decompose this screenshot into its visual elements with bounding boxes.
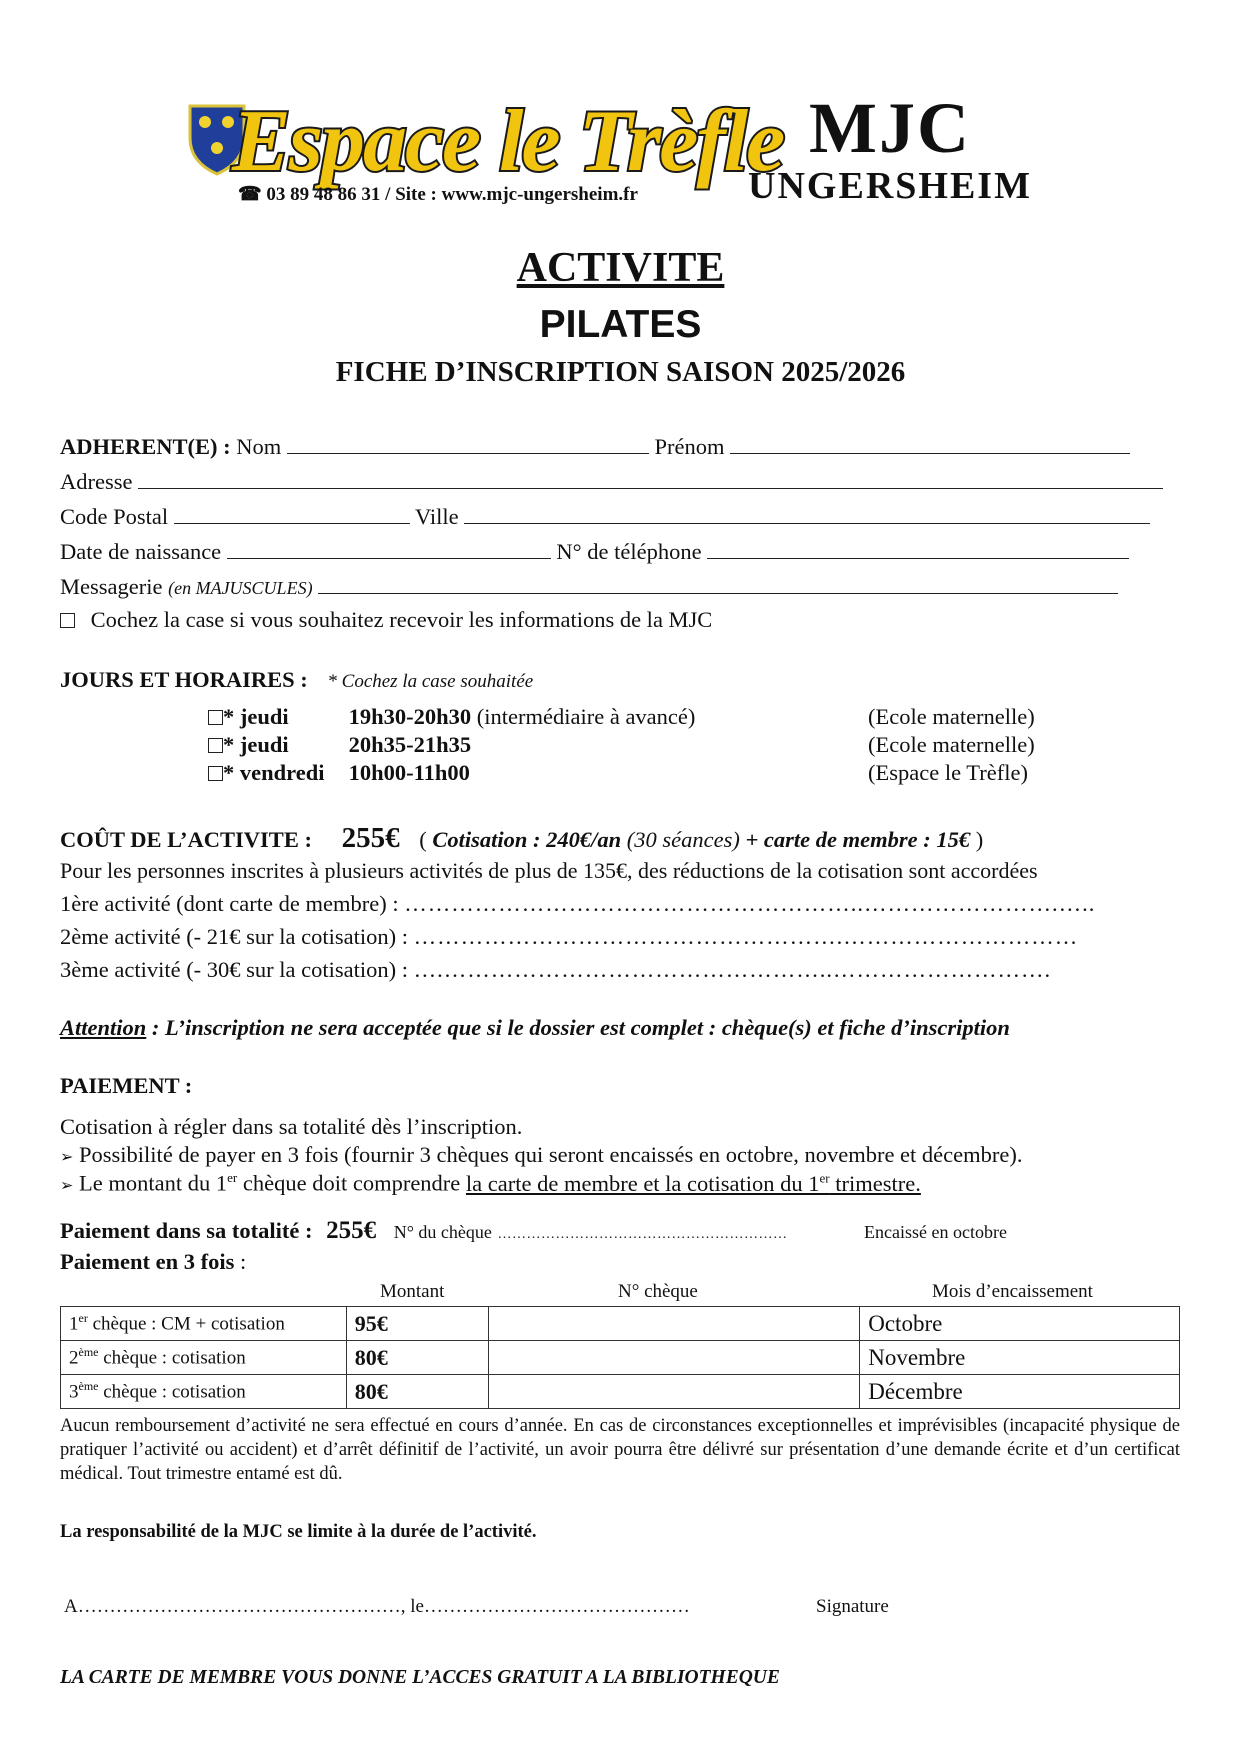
adherent-row-ville: [60, 502, 1150, 530]
cheque-amount: 80€: [346, 1341, 488, 1375]
bullet2-underline-1: la carte de membre et la cotisation du 1: [465, 1170, 820, 1196]
paiement-bullet-1: [60, 1142, 1022, 1168]
arrow-bullet-icon: ➢: [60, 1177, 74, 1195]
bullet2-sup: er: [227, 1170, 238, 1185]
schedule-day: * vendredi: [223, 760, 325, 785]
table-row: [61, 1375, 1180, 1409]
footer-notice: LA CARTE DE MEMBRE VOUS DONNE L’ACCES GRATUIT A LA BIBLIOTHEQUE: [60, 1667, 780, 1688]
col-header-cheque: N° chèque: [618, 1281, 698, 1302]
mjc-city: UNGERSHEIM: [748, 165, 1032, 207]
activity-2-row: [60, 924, 1078, 950]
title-activity-name: PILATES: [539, 303, 702, 346]
code-postal-label: Code Postal: [60, 504, 169, 529]
trois-fois-label: Paiement en 3 fois: [60, 1249, 235, 1274]
totalite-cheque-field[interactable]: ……………………………………………………: [497, 1227, 788, 1242]
cout-price: 255€: [341, 822, 400, 854]
bullet2-underline-sup: er: [819, 1170, 830, 1185]
mjc-logo: [730, 90, 1050, 220]
prenom-field[interactable]: [730, 432, 1130, 454]
signature-label: Signature: [816, 1596, 889, 1617]
telephone-label: N° de téléphone: [556, 539, 702, 564]
responsabilite-text: La responsabilité de la MJC se limite à la durée de l’activité.: [60, 1522, 537, 1542]
arrow-bullet-icon: ➢: [60, 1149, 74, 1166]
paiement-3-fois-row: [60, 1249, 246, 1275]
col-header-montant: Montant: [380, 1281, 445, 1302]
info-checkbox-label: Cochez la case si vous souhaitez recevoir les informations de la MJC: [90, 607, 713, 632]
messagerie-label: Messagerie: [60, 574, 163, 599]
schedule-time: 19h30-20h30: [348, 704, 472, 729]
cout-row: [60, 822, 983, 855]
cheque-label: 2ème chèque : cotisation: [61, 1341, 347, 1375]
paiement-heading: PAIEMENT :: [60, 1073, 193, 1098]
schedule-checkbox[interactable]: [208, 738, 223, 753]
cout-detail-open: (: [419, 827, 427, 852]
adherent-row-messagerie: [60, 572, 1118, 600]
col-header-mois: Mois d’encaissement: [932, 1281, 1093, 1302]
telephone-field[interactable]: [707, 537, 1129, 559]
adresse-field[interactable]: [138, 467, 1163, 489]
trois-fois-colon: :: [239, 1249, 247, 1274]
cheque-number-field[interactable]: [488, 1307, 860, 1341]
attention-text: : L’inscription ne sera acceptée que si le dossier est complet : chèque(s) et fiche d’inscription: [151, 1015, 1010, 1040]
table-row: [61, 1341, 1180, 1375]
espace-le-trefle-logo: [188, 70, 784, 210]
table-row: [61, 1307, 1180, 1341]
activity-3-row: [60, 957, 1051, 983]
schedule-place: (Ecole maternelle): [868, 732, 1035, 757]
schedule-place: (Ecole maternelle): [868, 704, 1035, 729]
totalite-cheque-label: N° du chèque: [393, 1222, 492, 1242]
adresse-label: Adresse: [60, 469, 133, 494]
activity-1-row: [60, 891, 1095, 917]
schedule-row: [208, 704, 695, 730]
messagerie-field[interactable]: [318, 572, 1118, 594]
svg-text:Espace le Trèfle: Espace le Trèfle: [232, 93, 784, 190]
cout-label: COÛT DE L’ACTIVITE :: [60, 827, 312, 852]
lieu-date-field[interactable]: A……………………………………………, le……………………………………: [64, 1596, 690, 1617]
cheque-month: Décembre: [860, 1375, 1180, 1409]
adherent-row-adresse: [60, 467, 1163, 495]
totalite-price: 255€: [326, 1217, 377, 1244]
bullet2-underline-2: trimestre.: [829, 1170, 921, 1196]
schedule-row: [208, 732, 471, 758]
messagerie-hint: (en MAJUSCULES): [168, 578, 313, 598]
ville-label: Ville: [414, 504, 459, 529]
cheque-label: 3ème chèque : cotisation: [61, 1375, 347, 1409]
cout-detail-carte: + carte de membre : 15€: [745, 827, 971, 852]
paiement-totalite-row: [60, 1217, 788, 1245]
schedule-time: 10h00-11h00: [348, 760, 470, 785]
cheque-number-field[interactable]: [488, 1341, 860, 1375]
schedule-row: [208, 760, 470, 786]
title-activite: ACTIVITE: [516, 245, 725, 291]
schedule-place: (Espace le Trèfle): [868, 760, 1028, 785]
cheque-amount: 80€: [346, 1375, 488, 1409]
schedule-note: (intermédiaire à avancé): [476, 704, 696, 729]
info-checkbox-row: [60, 607, 712, 633]
horaires-label: JOURS ET HORAIRES :: [60, 667, 308, 692]
cheque-label: 1er chèque : CM + cotisation: [61, 1307, 347, 1341]
cheque-amount: 95€: [346, 1307, 488, 1341]
totalite-label: Paiement dans sa totalité :: [60, 1218, 313, 1243]
schedule-time: 20h35-21h35: [348, 732, 472, 757]
activity-3-label: 3ème activité (- 30€ sur la cotisation) :: [60, 957, 409, 982]
code-postal-field[interactable]: [174, 502, 410, 524]
horaires-hint: * Cochez la case souhaitée: [327, 671, 534, 692]
activity-2-label: 2ème activité (- 21€ sur la cotisation) :: [60, 924, 409, 949]
date-naissance-label: Date de naissance: [60, 539, 222, 564]
nom-label: Nom: [236, 434, 282, 459]
horaires-heading: [60, 667, 533, 693]
activity-3-field[interactable]: ….…………………………………………..……………………….: [413, 957, 1052, 982]
cout-detail-close: ): [975, 827, 984, 852]
cout-detail-cotisation: Cotisation : 240€/an: [432, 827, 622, 852]
payment-table: [60, 1306, 1180, 1409]
schedule-checkbox[interactable]: [208, 710, 223, 725]
totalite-encaisse: Encaissé en octobre: [864, 1222, 1007, 1242]
schedule-checkbox[interactable]: [208, 766, 223, 781]
info-checkbox[interactable]: [60, 613, 75, 628]
cout-detail-seances: (30 séances): [626, 827, 740, 852]
svg-text:☎ 03 89 48 86 31 / Site : www.: ☎ 03 89 48 86 31 / Site : www.mjc-ungersheim.fr: [238, 184, 638, 205]
title-fiche-inscription: FICHE D’INSCRIPTION SAISON 2025/2026: [335, 356, 906, 388]
attention-notice: [60, 1015, 1010, 1041]
paiement-bullet-1-text: Possibilité de payer en 3 fois (fournir 3 chèques qui seront encaissés en octobre, novembre et décembre).: [79, 1142, 1023, 1167]
cheque-month: Novembre: [860, 1341, 1180, 1375]
adherent-label: ADHERENT(E) :: [60, 434, 231, 459]
paiement-line1: Cotisation à régler dans sa totalité dès l’inscription.: [60, 1114, 523, 1139]
schedule-day: * jeudi: [223, 704, 289, 729]
mjc-title: MJC: [809, 88, 971, 168]
activity-2-field[interactable]: ……………………………………………….…………………………: [413, 924, 1079, 949]
remboursement-text: Aucun remboursement d’activité ne sera effectué en cours d’année. En cas de circonstances exceptionnelles et imprévisibles (incapacité physique de pratiquer l’activité ou accident) et d’arrêt définitif de l’activité, un avoir pourra être délivré sur présentation d’une demande écrite et d’un certificat médical. Tout trimestre entamé est dû.: [60, 1416, 1180, 1484]
prenom-label: Prénom: [654, 434, 725, 459]
bullet2-part-b: chèque doit comprendre: [237, 1170, 466, 1196]
paiement-bullet-2: [60, 1170, 921, 1197]
ville-field[interactable]: [464, 502, 1150, 524]
cheque-month: Octobre: [860, 1307, 1180, 1341]
bullet2-part-a: Le montant du 1: [79, 1170, 228, 1196]
cheque-number-field[interactable]: [488, 1375, 860, 1409]
schedule-day: * jeudi: [223, 732, 289, 757]
adherent-row-nom: [60, 432, 1130, 460]
activity-1-label: 1ère activité (dont carte de membre) :: [60, 891, 399, 916]
activity-1-field[interactable]: …………………………………………………..…………………….…..: [404, 891, 1096, 916]
reduction-text: Pour les personnes inscrites à plusieurs activités de plus de 135€, des réductions de la cotisation sont accordées: [60, 858, 1038, 883]
nom-field[interactable]: [287, 432, 649, 454]
date-naissance-field[interactable]: [227, 537, 551, 559]
attention-label: Attention: [60, 1015, 147, 1040]
adherent-row-naissance: [60, 537, 1129, 565]
